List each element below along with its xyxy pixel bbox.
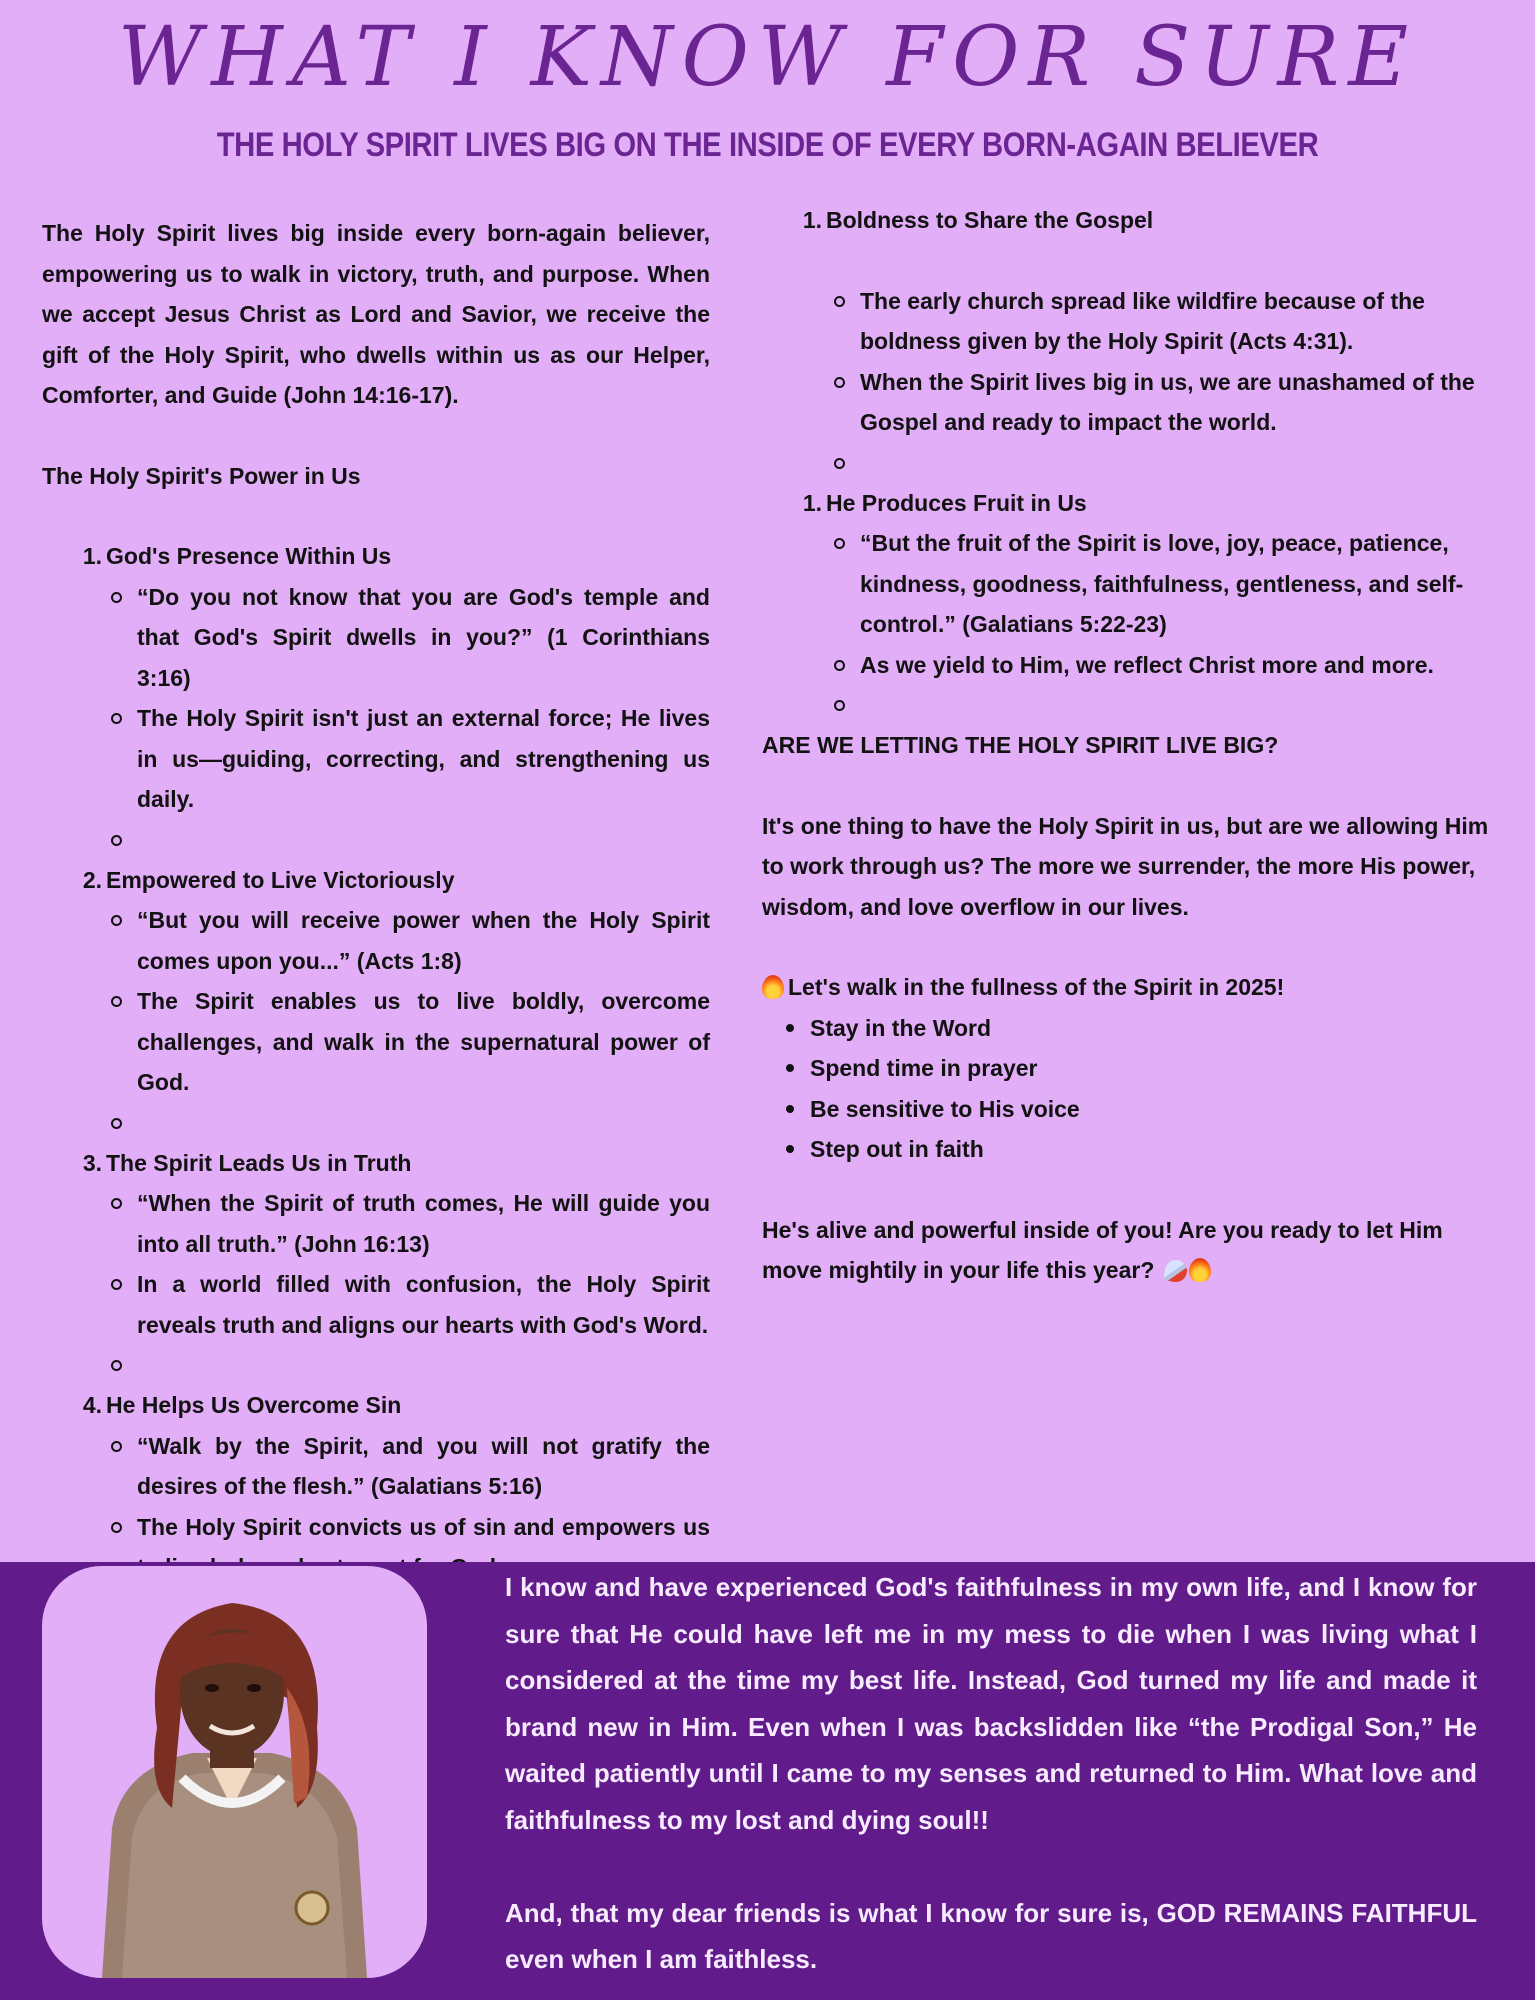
item-number: 2. <box>82 866 102 893</box>
fire-icon <box>1189 1258 1211 1282</box>
empty-bullet <box>137 1345 710 1385</box>
empty-bullet <box>860 685 1498 725</box>
steps-list <box>762 1008 1498 1170</box>
list-bullet: The early church spread like wildfire because of the boldness given by the Holy Spirit (Acts 4:31). <box>860 281 1498 362</box>
item-number: 4. <box>82 1392 102 1418</box>
question-body: It's one thing to have the Holy Spirit in us, but are we allowing Him to work through us? The more we surrender, the more His power, wisdom, and love overflow in our lives. <box>762 812 1489 920</box>
list-item <box>42 860 710 1143</box>
author-photo <box>42 1566 427 1978</box>
item-title: Empowered to Live Victoriously <box>106 866 455 893</box>
list-item <box>762 200 1498 483</box>
step-item: Step out in faith <box>810 1129 1498 1170</box>
closing-text: He's alive and powerful inside of you! Are you ready to let Him move mightily in your life this year? <box>762 1216 1443 1283</box>
list-bullet: “Walk by the Spirit, and you will not gratify the desires of the flesh.” (Galatians 5:16) <box>137 1426 710 1507</box>
list-item <box>42 1385 710 1588</box>
fire-icon <box>762 975 784 999</box>
item-title: Boldness to Share the Gospel <box>826 207 1154 233</box>
item-title: The Spirit Leads Us in Truth <box>106 1149 412 1176</box>
step-item: Be sensitive to His voice <box>810 1089 1498 1130</box>
step-item: Spend time in prayer <box>810 1048 1498 1089</box>
list-bullet: “When the Spirit of truth comes, He will guide you into all truth.” (John 16:13) <box>137 1183 710 1264</box>
item-number: 3. <box>82 1149 102 1176</box>
step-item: Stay in the Word <box>810 1008 1498 1049</box>
list-item <box>42 1143 710 1386</box>
page-subtitle: THE HOLY SPIRIT LIVES BIG ON THE INSIDE OF EVERY BORN-AGAIN BELIEVER <box>216 126 1319 164</box>
list-item <box>42 536 710 860</box>
woman-portrait-icon <box>82 1578 382 1978</box>
empty-bullet <box>860 443 1498 483</box>
list-bullet: As we yield to Him, we reflect Christ more and more. <box>860 645 1498 686</box>
footer-band <box>0 1562 1535 2000</box>
footer-text <box>505 1564 1477 1983</box>
intro-paragraph: The Holy Spirit lives big inside every born-again believer, empowering us to walk in victory, truth, and purpose. When we accept Jesus Christ as Lord and Savior, we receive the gift of the Holy Spirit, who dwells within us as our Helper, Comforter, and Guide (John 14:16-17). <box>42 220 710 408</box>
question-heading: ARE WE LETTING THE HOLY SPIRIT LIVE BIG? <box>762 732 1279 758</box>
list-bullet: “But the fruit of the Spirit is love, joy, peace, patience, kindness, goodness, faithfulness, gentleness, and self-control.” (Galatians 5:22-23) <box>860 523 1498 645</box>
list-bullet: The Spirit enables us to live boldly, overcome challenges, and walk in the supernatural power of God. <box>137 981 710 1103</box>
closing-paragraph <box>762 1210 1498 1291</box>
item-title: He Produces Fruit in Us <box>826 489 1087 516</box>
list-bullet: The Holy Spirit isn't just an external force; He lives in us—guiding, correcting, and strengthening us daily. <box>137 698 710 820</box>
item-number: 1. <box>82 543 102 569</box>
page-title: WHAT I KNOW FOR SURE <box>117 10 1418 105</box>
left-column <box>42 213 710 1588</box>
list-bullet: “But you will receive power when the Holy Spirit comes upon you...” (Acts 1:8) <box>137 900 710 981</box>
list-item <box>762 483 1498 726</box>
testimony-paragraph: I know and have experienced God's faithfulness in my own life, and I know for sure that He could have left me in my mess to die when I was living what I considered at the time my best life. Instead, God turned my life and made it brand new in Him. Even when I was backslidden like “the Prodigal Son,” He waited patiently until I came to my senses and returned to Him. What love and faithfulness to my lost and dying soul!! <box>505 1572 1477 1835</box>
section-heading: The Holy Spirit's Power in Us <box>42 462 361 489</box>
item-title: God's Presence Within Us <box>106 543 392 569</box>
rocket-icon <box>1163 1258 1188 1283</box>
item-title: He Helps Us Overcome Sin <box>106 1392 402 1418</box>
list-bullet: The Holy Spirit convicts us of sin and empowers us <box>137 1507 710 1588</box>
item-number: 1. <box>802 489 822 516</box>
call-heading <box>762 967 1498 1008</box>
call-heading-text: Let's walk in the fullness of the Spirit in 2025! <box>788 974 1285 1000</box>
closing-statement: And, that my dear friends is what I know for sure is, GOD REMAINS FAITHFUL even when I am faithless. <box>505 1897 1477 1975</box>
list-bullet: When the Spirit lives big in us, we are unashamed of the Gospel and ready to impact the world. <box>860 362 1498 443</box>
list-bullet: In a world filled with confusion, the Holy Spirit reveals truth and aligns our hearts with God's Word. <box>137 1264 710 1345</box>
empty-bullet <box>137 820 710 860</box>
empty-bullet <box>137 1103 710 1143</box>
list-bullet: “Do you not know that you are God's temple and that God's Spirit dwells in you?” (1 Corinthians 3:16) <box>137 577 710 699</box>
item-number: 1. <box>802 207 822 233</box>
right-column <box>762 200 1498 1291</box>
